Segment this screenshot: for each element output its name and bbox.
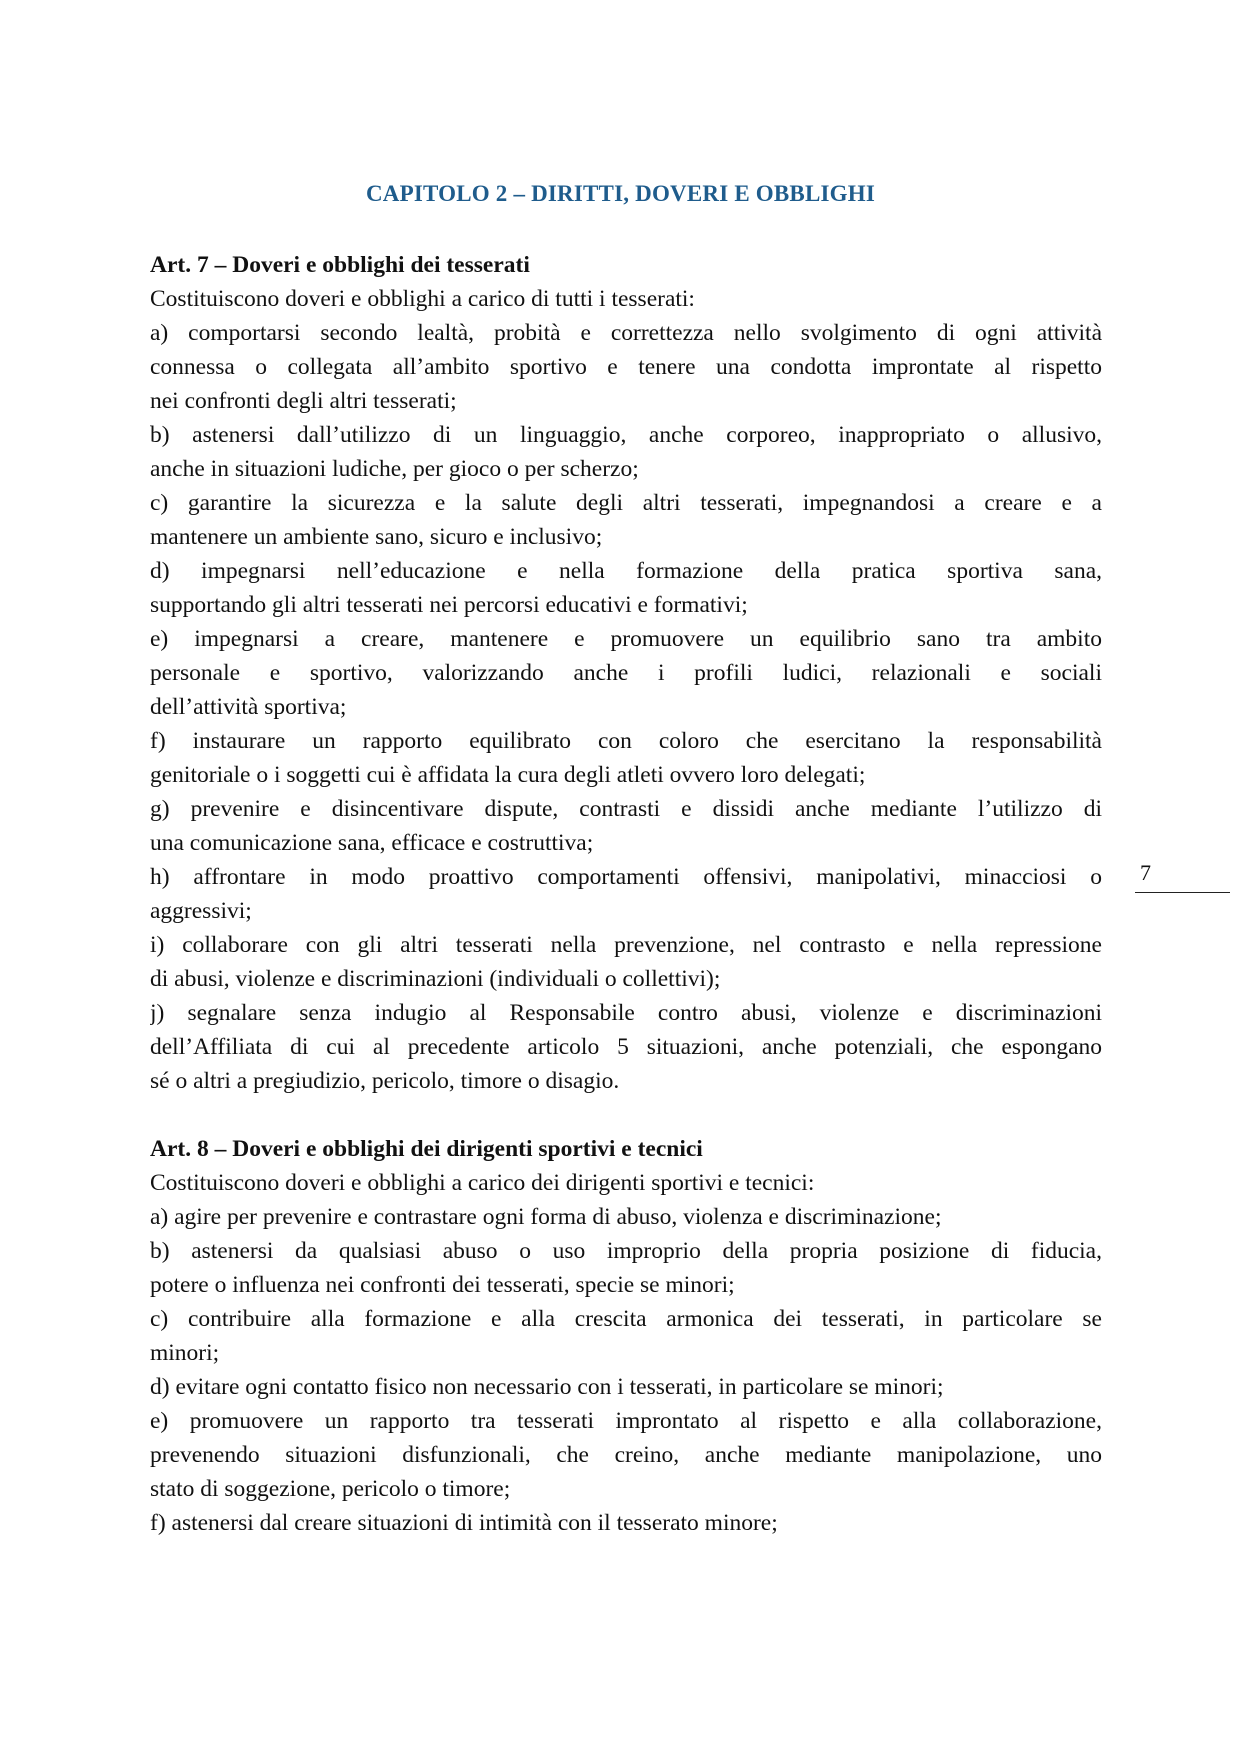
list-item <box>150 554 1102 622</box>
article-title: Art. 8 – Doveri e obblighi dei dirigenti sportivi e tecnici <box>150 1136 703 1162</box>
text-line: b) astenersi dall’utilizzo di un linguaggio, anche corporeo, inappropriato o allusivo, <box>150 422 1102 448</box>
article-intro <box>150 1166 1102 1200</box>
text-line: una comunicazione sana, efficace e costruttiva; <box>150 830 594 856</box>
text-line: mantenere un ambiente sano, sicuro e inclusivo; <box>150 524 603 550</box>
text-line: stato di soggezione, pericolo o timore; <box>150 1476 511 1502</box>
text-line: connessa o collegata all’ambito sportivo e tenere una condotta improntate al rispetto <box>150 354 1102 380</box>
section-gap <box>150 1098 1102 1132</box>
list-item <box>150 860 1102 928</box>
document-body <box>150 248 1102 1540</box>
list-item <box>150 1234 1102 1302</box>
article-section <box>150 248 1102 1098</box>
text-line: c) garantire la sicurezza e la salute degli altri tesserati, impegnandosi a creare e a <box>150 490 1102 516</box>
text-line: prevenendo situazioni disfunzionali, che creino, anche mediante manipolazione, uno <box>150 1442 1102 1468</box>
text-line: h) affrontare in modo proattivo comportamenti offensivi, manipolativi, minacciosi o <box>150 864 1102 890</box>
article-title: Art. 7 – Doveri e obblighi dei tesserati <box>150 252 530 278</box>
text-line: sé o altri a pregiudizio, pericolo, timore o disagio. <box>150 1068 620 1094</box>
text-line: nei confronti degli altri tesserati; <box>150 388 457 414</box>
text-line: dell’Affiliata di cui al precedente articolo 5 situazioni, anche potenziali, che espongano <box>150 1034 1102 1060</box>
text-line: i) collaborare con gli altri tesserati nella prevenzione, nel contrasto e nella repressione <box>150 932 1102 958</box>
page-number: 7 <box>1140 860 1151 885</box>
list-item <box>150 1506 1102 1540</box>
text-line: d) evitare ogni contatto fisico non necessario con i tesserati, in particolare se minori; <box>150 1374 944 1400</box>
list-item <box>150 622 1102 724</box>
list-item <box>150 724 1102 792</box>
article-intro <box>150 282 1102 316</box>
text-line: j) segnalare senza indugio al Responsabile contro abusi, violenze e discriminazioni <box>150 1000 1102 1026</box>
text-line: Costituiscono doveri e obblighi a carico dei dirigenti sportivi e tecnici: <box>150 1170 815 1196</box>
text-line: di abusi, violenze e discriminazioni (individuali o collettivi); <box>150 966 721 992</box>
text-line: minori; <box>150 1340 220 1366</box>
text-line: aggressivi; <box>150 898 252 924</box>
text-line: b) astenersi da qualsiasi abuso o uso improprio della propria posizione di fiducia, <box>150 1238 1102 1264</box>
text-line: Costituiscono doveri e obblighi a carico di tutti i tesserati: <box>150 286 695 312</box>
text-line: potere o influenza nei confronti dei tesserati, specie se minori; <box>150 1272 735 1298</box>
list-item <box>150 1370 1102 1404</box>
text-line: e) promuovere un rapporto tra tesserati improntato al rispetto e alla collaborazione, <box>150 1408 1102 1434</box>
list-item <box>150 1404 1102 1506</box>
text-line: f) astenersi dal creare situazioni di intimità con il tesserato minore; <box>150 1510 778 1536</box>
list-item <box>150 996 1102 1098</box>
text-line: personale e sportivo, valorizzando anche i profili ludici, relazionali e sociali <box>150 660 1102 686</box>
text-line: genitoriale o i soggetti cui è affidata la cura degli atleti ovvero loro delegati; <box>150 762 866 788</box>
text-line: c) contribuire alla formazione e alla crescita armonica dei tesserati, in particolare se <box>150 1306 1102 1332</box>
text-line: dell’attività sportiva; <box>150 694 347 720</box>
text-line: g) prevenire e disincentivare dispute, contrasti e dissidi anche mediante l’utilizzo di <box>150 796 1102 822</box>
chapter-title: CAPITOLO 2 – DIRITTI, DOVERI E OBBLIGHI <box>365 181 876 206</box>
list-item <box>150 418 1102 486</box>
article-section <box>150 1132 1102 1540</box>
list-item <box>150 316 1102 418</box>
list-item <box>150 1200 1102 1234</box>
list-item <box>150 1302 1102 1370</box>
text-line: a) agire per prevenire e contrastare ogni forma di abuso, violenza e discriminazione; <box>150 1204 942 1230</box>
text-line: f) instaurare un rapporto equilibrato con coloro che esercitano la responsabilità <box>150 728 1102 754</box>
text-line: d) impegnarsi nell’educazione e nella formazione della pratica sportiva sana, <box>150 558 1102 584</box>
list-item <box>150 486 1102 554</box>
text-line: a) comportarsi secondo lealtà, probità e correttezza nello svolgimento di ogni attività <box>150 320 1102 346</box>
list-item <box>150 928 1102 996</box>
text-line: supportando gli altri tesserati nei percorsi educativi e formativi; <box>150 592 748 618</box>
text-line: e) impegnarsi a creare, mantenere e promuovere un equilibrio sano tra ambito <box>150 626 1102 652</box>
page-number-rule <box>1135 892 1230 893</box>
text-line: anche in situazioni ludiche, per gioco o per scherzo; <box>150 456 639 482</box>
list-item <box>150 792 1102 860</box>
